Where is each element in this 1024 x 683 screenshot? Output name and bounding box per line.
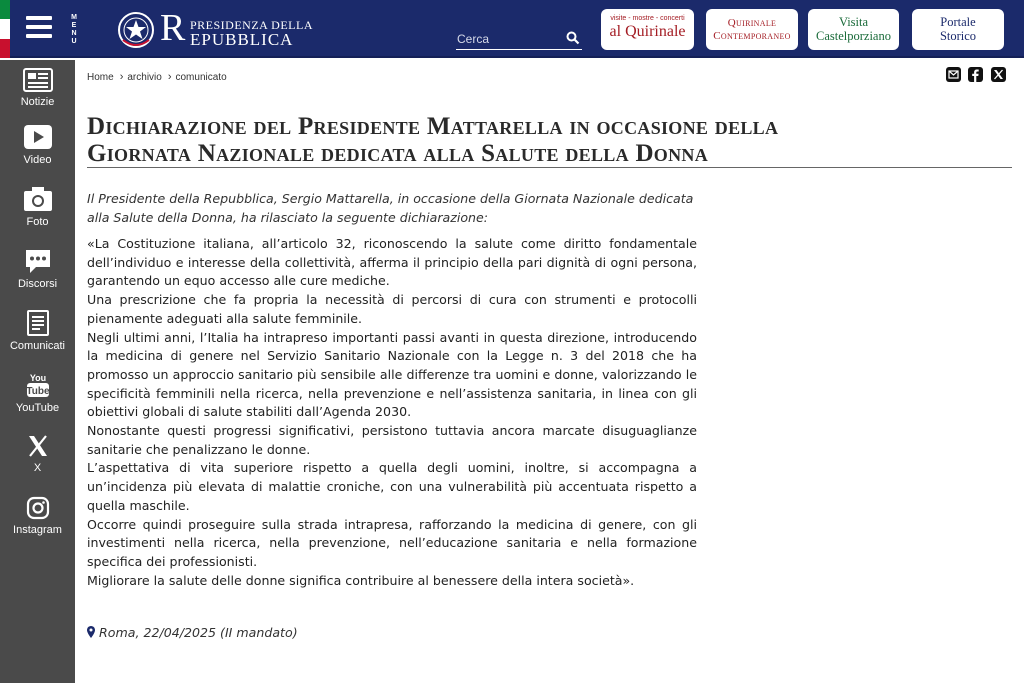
article-paragraph: Migliorare la salute delle donne significa contribuire al benessere della intera società». — [87, 572, 635, 588]
chevron-right-icon: › — [167, 71, 172, 83]
search-input[interactable] — [456, 29, 556, 49]
article-paragraph: Nonostante questi progressi significativi, persistono tuttavia ancora marcate disuguaglianze sanitarie che penalizzano le donne. — [87, 423, 697, 457]
title-divider — [87, 167, 1012, 168]
speech-bubble-icon — [24, 248, 52, 274]
sidebar-item-comunicati[interactable] — [0, 310, 75, 352]
breadcrumb — [87, 71, 227, 83]
svg-text:You: You — [29, 373, 46, 383]
menu-button[interactable] — [20, 10, 82, 50]
logo-initial: R — [160, 7, 186, 49]
x-icon — [26, 434, 50, 458]
al-quirinale-button[interactable] — [601, 9, 694, 50]
breadcrumb-current: comunicato — [175, 72, 227, 83]
button-line-1: Visita — [838, 15, 869, 29]
chevron-right-icon: › — [119, 71, 124, 83]
instagram-icon — [26, 496, 50, 520]
play-icon — [23, 124, 53, 150]
sidebar-item-label: Discorsi — [17, 278, 58, 290]
article-paragraph: Negli ultimi anni, l’Italia ha intrapreso importanti passi avanti in questa direzione, introducendo la medicina di genere nel Servizio Sanitario Nazionale con la Legge n. 3 del 2018 che ha promosso un approccio sanitario più sensibile alle differenze tra uomini e donne, valorizzando le specificità femminili nella ricerca, nella prevenzione e nell’assistenza sanitaria, in linea con gli obiettivi globali di salute stabiliti dall’Agenda 2030. — [87, 329, 697, 420]
title-line-2: Giornata Nazionale dedicata alla Salute della Donna — [87, 140, 708, 167]
svg-text:Tube: Tube — [25, 386, 50, 397]
button-line-1: Portale — [940, 15, 976, 29]
sidebar-item-label: Instagram — [13, 524, 62, 536]
sidebar-item-video[interactable] — [0, 124, 75, 166]
sidebar-item-foto[interactable] — [0, 186, 75, 228]
republic-emblem-icon[interactable] — [117, 10, 155, 50]
sidebar-item-label: Foto — [26, 216, 49, 228]
email-share-icon[interactable] — [946, 67, 961, 82]
youtube-icon — [25, 372, 51, 398]
al-quirinale-subtitle: visite - mostre - concerti — [610, 15, 685, 22]
article-paragraph: Occorre quindi proseguire sulla strada intrapresa, rafforzando la medicina di genere, con gli investimenti nella ricerca, nella prevenzione, nell’educazione sanitaria e nella formazione specifica dei professionisti. — [87, 516, 697, 569]
document-icon — [26, 310, 50, 336]
map-pin-icon — [87, 626, 95, 638]
al-quirinale-title: al Quirinale — [609, 23, 686, 40]
search-icon[interactable] — [566, 31, 580, 45]
sidebar-item-instagram[interactable] — [0, 496, 75, 536]
title-line-1: Dichiarazione del Presidente Mattarella in occasione della — [87, 113, 779, 140]
place-date-text: Roma, 22/04/2025 (II mandato) — [99, 625, 298, 640]
article-paragraph: L’aspettativa di vita superiore rispetto a quella degli uomini, inoltre, si accompagna a un’incidenza più elevata di malattie croniche, con una vulnerabilità più accentuata rispetto a quella maschile. — [87, 460, 697, 513]
hamburger-icon — [26, 16, 52, 42]
sidebar-item-label: Video — [23, 154, 52, 166]
button-line-1: Quirinale — [727, 17, 777, 29]
breadcrumb-home[interactable]: Home — [87, 72, 114, 83]
sidebar-item-label: X — [33, 462, 42, 474]
italian-flag-stripe — [0, 0, 10, 58]
sidebar-item-notizie[interactable] — [0, 68, 75, 108]
sidebar-item-label: Notizie — [20, 96, 55, 108]
sidebar-item-discorsi[interactable] — [0, 248, 75, 290]
visita-castelporziano-button[interactable] — [808, 9, 899, 50]
camera-icon — [23, 186, 53, 212]
article-paragraph: Una prescrizione che fa propria la necessità di percorsi di cura con strumenti e protocolli pienamente adeguati alla salute femminile. — [87, 292, 697, 326]
top-header — [0, 0, 1024, 58]
button-line-2: Storico — [939, 29, 977, 43]
page-title — [87, 113, 1012, 167]
article-body — [87, 235, 697, 590]
article-intro: Il Presidente della Repubblica, Sergio Mattarella, in occasione della Giornata Nazionale dedicata alla Salute della Donna, ha rilasciato la seguente dichiarazione: — [87, 191, 694, 225]
quirinale-contemporaneo-button[interactable] — [706, 9, 798, 50]
newspaper-icon — [23, 68, 53, 92]
button-line-2: Castelporziano — [816, 29, 891, 43]
menu-label: M E N U — [71, 14, 77, 45]
sidebar-item-youtube[interactable] — [0, 372, 75, 414]
logo-subtitle: PRESIDENZA DELLA — [190, 18, 313, 32]
article-paragraph: «La Costituzione italiana, all’articolo 32, riconoscendo la salute come diritto fondamentale dell’individuo e interesse della collettività, afferma il principio della pari dignità di ogni persona, garantendo un equo accesso alle cure mediche. — [87, 236, 697, 289]
portale-storico-button[interactable] — [912, 9, 1004, 50]
button-line-2: Contemporaneo — [713, 30, 791, 42]
x-share-icon[interactable] — [991, 67, 1006, 82]
facebook-share-icon[interactable] — [968, 67, 983, 82]
sidebar-item-x[interactable] — [0, 434, 75, 474]
logo-title: EPUBBLICA — [190, 30, 294, 49]
left-sidebar — [0, 60, 75, 683]
sidebar-item-label: YouTube — [15, 402, 60, 414]
sidebar-item-label: Comunicati — [9, 340, 66, 352]
search-box — [456, 28, 582, 50]
breadcrumb-archivio[interactable]: archivio — [127, 72, 162, 83]
place-date — [87, 625, 298, 640]
